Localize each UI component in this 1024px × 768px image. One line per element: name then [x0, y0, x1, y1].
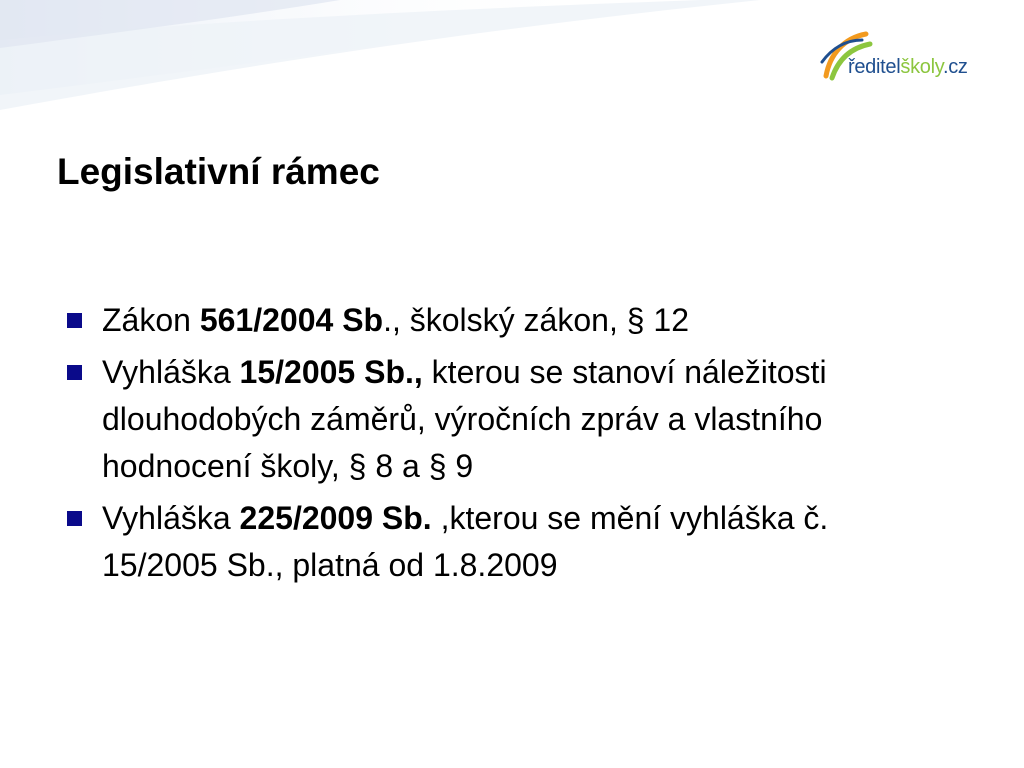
bullet-text-plain: Zákon: [102, 302, 200, 338]
bullet-text-plain: Vyhláška: [102, 354, 240, 390]
bullet-text-bold: 561/2004 Sb: [199, 302, 384, 338]
logo-text: [848, 57, 968, 77]
bullet-text-plain: ,kterou se mění vyhláška č. 15/2005 Sb., platná od 1.8.2009: [102, 500, 829, 583]
bullet-text-bold: 15/2005 Sb.,: [239, 354, 423, 390]
logo-text-part3: .cz: [942, 56, 968, 78]
bullet-square-icon: [67, 365, 82, 380]
bullet-text-plain: ., školský zákon, § 12: [383, 302, 689, 338]
bullet-text: [102, 354, 827, 484]
bullet-square-icon: [67, 313, 82, 328]
bullet-text-plain: kterou se stanoví náležitosti dlouhodobých záměrů, výročních zpráv a vlastního hodnocení školy, § 8 a § 9: [102, 354, 827, 484]
site-logo[interactable]: [818, 26, 998, 86]
bullet-list: [67, 297, 927, 594]
bullet-text-plain: Vyhláška: [102, 500, 240, 536]
logo-text-part1: ředitel: [848, 56, 901, 78]
bullet-text-bold: 225/2009 Sb.: [239, 500, 432, 536]
logo-text-part2: školy: [900, 56, 943, 78]
bullet-text: [102, 302, 689, 338]
bullet-text: [102, 500, 828, 583]
bullet-item: [67, 297, 927, 344]
bullet-item: [67, 349, 927, 490]
bullet-item: [67, 495, 927, 589]
slide-title: Legislativní rámec: [57, 151, 380, 192]
bullet-square-icon: [67, 511, 82, 526]
